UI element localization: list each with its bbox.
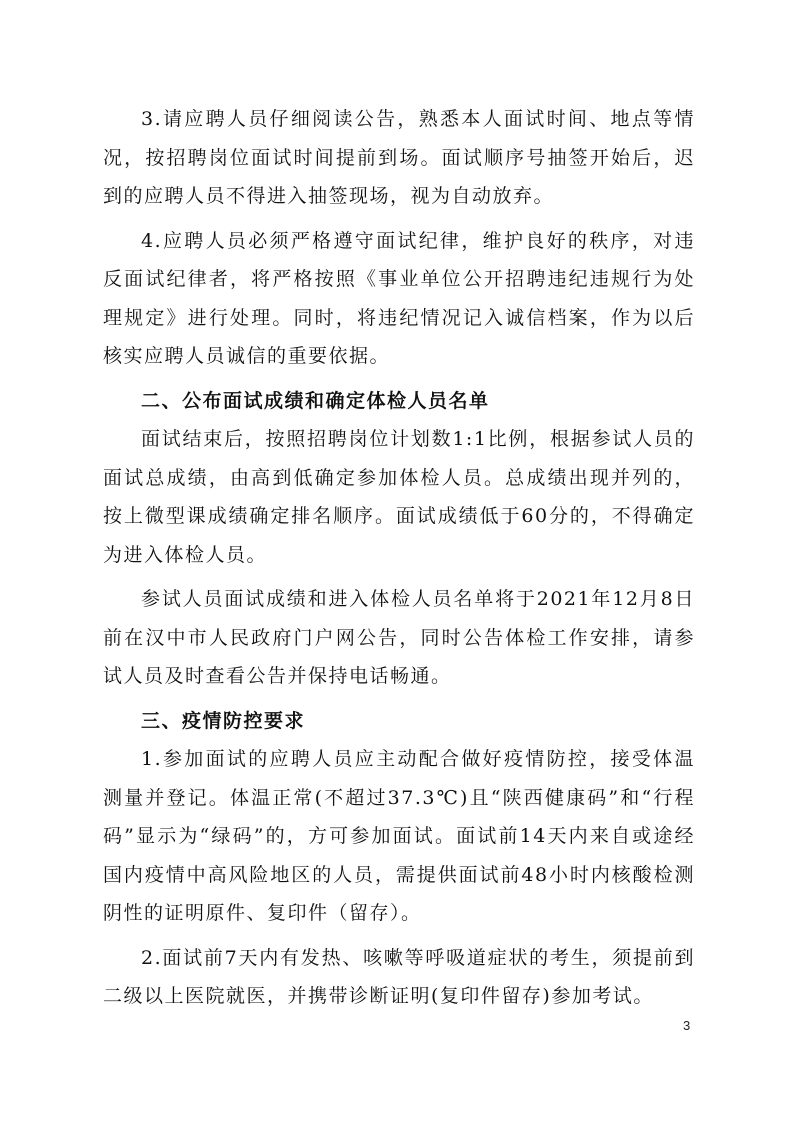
paragraph-announcement: 参试人员面试成绩和进入体检人员名单将于2021年12月8日前在汉中市人民政府门户网公告，同时公告体检工作安排，请参试人员及时查看公告并保持电话畅通。	[103, 588, 695, 687]
page-number: 3	[683, 1018, 691, 1033]
section-heading-epidemic: 三、疫情防控要求	[141, 709, 306, 732]
paragraph-item-4: 4.应聘人员必须严格遵守面试纪律，维护良好的秩序，对违反面试纪律者，将严格按照《事业单位公开招聘违纪违规行为处理规定》进行处理。同时，将违纪情况记入诚信档案，作为以后核实应聘人员诚信的重要依据。	[103, 229, 695, 367]
section-heading-results: 二、公布面试成绩和确定体检人员名单	[141, 389, 490, 412]
document-body	[103, 100, 695, 1016]
paragraph-epidemic-1: 1.参加面试的应聘人员应主动配合做好疫情防控，接受体温测量并登记。体温正常(不超过37.3℃)且“陕西健康码”和“行程码”显示为“绿码”的，方可参加面试。面试前14天内来自或途经国内疫情中高风险地区的人员，需提供面试前48小时内核酸检测阴性的证明原件、复印件（留存）。	[103, 748, 695, 924]
paragraph-item-3: 3.请应聘人员仔细阅读公告，熟悉本人面试时间、地点等情况，按招聘岗位面试时间提前到场。面试顺序号抽签开始后，迟到的应聘人员不得进入抽签现场，视为自动放弃。	[103, 108, 695, 207]
paragraph-interview-results: 面试结束后，按照招聘岗位计划数1:1比例，根据参试人员的面试总成绩，由高到低确定参加体检人员。总成绩出现并列的，按上微型课成绩确定排名顺序。面试成绩低于60分的，不得确定为进入体检人员。	[103, 428, 695, 566]
paragraph-epidemic-2: 2.面试前7天内有发热、咳嗽等呼吸道症状的考生，须提前到二级以上医院就医，并携带诊断证明(复印件留存)参加考试。	[103, 946, 695, 1007]
